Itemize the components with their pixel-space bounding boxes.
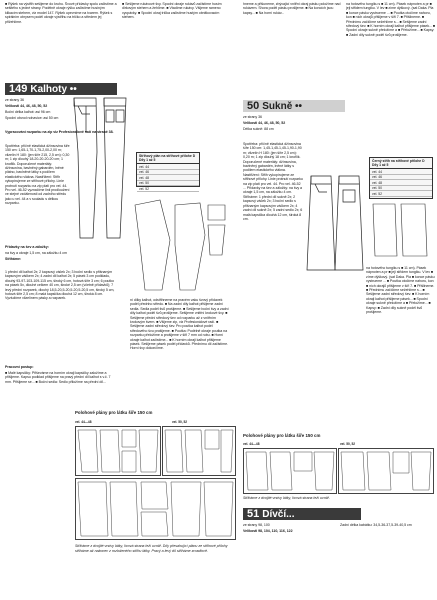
right-plan-a-label: vel. 44—48 [243,442,260,446]
section-header-skirt [243,100,345,112]
pracovni-postup: Pracovní postup: ■ Malé kapsičky: Přiševáme na horním okraji kapsičky založíme a přišijeme. Kapsu podklad přišijeme na pravý přední díl kalhot s v.č. 7 mm. Přišijeme se... ■ Boční sedla: Sedlo přiložíme na přední díl... [5,365,111,384]
right-footer: Střiháme z dvojité vrstvy látky, lícová strana leží uvnitř. [243,496,330,500]
table-row: vel. 44 [370,169,432,175]
far-right-intro: na hotového tungiku s ■ 11 cm). Pásek nápnoten a pr ■ jeji střidem tungiku. V lev ■ zíme dýškový. (sat Daka. Pla ■ konce pásku vystrueme ... ■ Poutka otočíme nahoru, kon ■ ních okrajů přišijeme v šíři 7. ■ Přišlineme. ■ Přednímu začíčíme sežehlíme s... ■ Sešijeme zadní středový šev. ■ K horním okraji kalhot přišijeme pásek... ■ Spodní okraje sukně přeložíme a ■ Přeložíme... ■ Kapsy: ■ Zadní díly sukně podél švů prošijeme. [346,2,436,37]
section-title: Sukně •• [262,101,303,112]
layout-plan-a [75,426,161,476]
skirt-illustration [305,170,365,280]
girls-meta: ze strany 98, 100 Velikosti 98, 104, 110, 116, 122 [243,523,293,533]
right-plan-b-label: vel. 50, 52 [340,442,356,446]
table-row: vel. 52 [137,186,199,192]
skirt-layout-plan-a [243,448,337,494]
skirt-meta: ze strany 36 Velikosti 44, 46, 48, 50, 52 Délka sukně: 88 cm [243,115,286,131]
pattern-table-trousers [136,152,200,191]
section-number: 50 [247,100,260,112]
table-row: vel. 50 [370,186,432,192]
layout-plan-b [162,426,236,476]
trousers-meta: ze strany 36 Velikosti 44, 46, 48, 50, 52 Boční délka kalhot: asi 96 cm Spodní obvod nohavice: asi 50 cm [5,98,59,120]
right-intro: hneme a přišuneme, zbývající vnitřní okraj pásku položíme nad rukávem. Shora podél pásku prošijeme. ■ Na koncích jsou kapsy... ■ Na horní rukáv... [243,2,341,15]
girls-length: Zadní délka kabátku: 34,5-36-37,5-39-40,5 cm [340,523,412,527]
skirt-body: Spotřeba: příčně elastická džínsovina šíře 150 cm: 1,45-1,45-1,45-1,90-1,90 m; vlizelín H 180: (jen šíře 2,5 cm): 0,20 m; 1 zip dlouhý 18 cm; 1 knoflík. Doporučené materiály: džínsovina, bavlněný gabardén, lněné látky s podílem elastického vlákna. Nastřižení: Střih vykopírujeme ze střihové přílohy. Linie protnutí rozparku na zip platí pro vel. 44. Pro vel. 46-52 ... Přídavky na šev a záložky: na švy a okraje 1,5 cm, na záložku 4 cm. Střiháme: 1 přední díl sukně 2x; 2 kapsový váček 2x; 3 boční sedlo s přišnaným kapsovým váčkem 2x; 4 zadní díl sukně 2x; 5 zadní sedlo 2x; 6 malá kapsička dlouhá 12 cm, široká 8 cm. [243,142,303,221]
right-plans-title: Polohové plány pro látku šíře 150 cm [243,433,321,438]
pattern-pieces-drawing-right [369,200,431,260]
strihame-list: 1 přední díl kalhot 2x; 2 kapsový váček 2x; 3 boční sedlo s přišnaným kapsovým váčkem 2x; 4 zadní díl kalhot 2x; 5 pásek 3 cm podkladu, dlouhý 93-97-103-109-115 cm, široký 6 cm, hotová šíře 3 cm; 6 poutko na pásek 5x, dlouhé celkem 40 cm, široké 2,5 cm (včetně přídavků); 7 levý přední rozparek, dlouhý 18,5-20,5-20,5-20,5-20,5 cm, široký 5 cm, hotová šíře 2,5 cm; 8 malá kapsička dlouhá 12 cm, široká 8 cm. Vyztužíme vlizelínem pásky a rozparek. [5,270,115,301]
table-row: vel. 50 [137,181,199,187]
layout-plan-c [75,478,236,540]
center-plan-a-label: vel. 44—48 [75,420,92,424]
section-title: Kalhoty •• [30,84,77,95]
table-row: vel. 52 [370,191,432,197]
center-body: ní dílky kalhot, odstřihneme na pravém vaku švový přídavek podél přednho středu. ■ Na zadní díly kalhot přišijeme zadní sedla. Sedla podél švů prošijeme. ■ Sešijeme boční švy a zadní díly kalhot podél švů prošijeme. Sešijeme vnitřní krokové švy. ■ Sešijeme přední středový šev od rozparku až z vnitřním krokovým švem. ■ Všijeme zip, viz Profesionálové radí. ■ Sešijeme zadní středový šev. Pro poutka kalhot podél středového švu prošijeme. ■ Poutka: Podélně okraje poutka na rozparku přeložíme a prošijeme v šíři 7 mm od rubu. ■ Horní okraje kalhot začistíme... ■ K horním okraji kalhot přišijeme pásek. Sešijeme pásek podél přídavků. Přednímu díl začistíme. Horní švy dokončíme. [130,298,229,351]
table-row: vel. 48 [370,180,432,186]
table-row: vel. 48 [137,175,199,181]
far-right-body: na hotového tungiku s ■ 11 cm). Pásek nápnoten a pr ■ jeji střidem tungiku. V lev ■ zíme dýškový. (sat Daka. Pla ■ konce pásku vystrueme ... ■ Poutka otočíme nahoru, kon ■ ních okrajů přišijeme v šíři 7. ■ Přišlineme. ■ Přednímu začíčíme sežehlíme s... ■ Sešijeme zadní středový šev. ■ K horním okraji kalhot přišijeme pásek... ■ Spodní okraje sukně přeložíme a ■ Přeložíme... ■ Kapsy: ■ Zadní díly sukně podél švů prošijeme. [366,266,435,315]
trousers-note: Vypracování rozparku na zip viz Profesionálově radí na straně 38. [5,130,114,134]
trousers-body: Spotřeba: příčně elastická džínsovina šíře 150 cm: 1,65-1,70-1,75-2,00-2,00 m; vlizelín H 180: (jen šíře 215, 2,5 cm): 0,30 m; 1 zip dlouhý 18-20-20-20-20 cm; 1 knoflík. Doporučené materiály: džínsovina, bavlněný gabardén, lněné plátno, bavlněné látky s podílem elastického vlákna. Nastřižení: Střih vykopírujeme ze střihové přílohy. Linie protnutí rozparku na zip platí pro vel. 44. Pro vel. 46-52 vyznačíme linii prodloužení ve stejné vzdálenosti od zadního středu jako u vel. 44 a v souladu s délkou rozparku. [5,144,70,206]
pattern-table-title: Střihový plán na střihové přílohe D Díly 1 až 5 [137,153,199,164]
sleeve-text: ■ Sešijeme rukávové švy. Spodní okraje rukávů začistíme husím dirkovým stehem a žehlíme. ■ Vtadíme rukávy. Všijeme rameno vycpávky. ■ Spodní okraj trička začistíme hustým obnitkovacím stehem. [122,2,222,20]
section-title: Dívčí... [262,509,295,520]
pattern-table-title: Černý střih na střihové přílohe D Díly 1 až 5 [370,158,432,169]
pattern-pieces-drawing [130,195,230,295]
section-header-girls [243,508,361,520]
table-row: vel. 46 [137,170,199,176]
table-row: vel. 44 [137,164,199,170]
left-intro: ■ Rýšek na výstřih sešijeme do kruhu. Švové přídavky spolu začistíme a sešitého s jedné strany. Podélně okraje rýšku začistíme husíným klikacím stehem, viz model 147. Rýšek upevníme na tvarem. Rýšek s spirálním obrysem podél okraje výstřihu na tričko a středem jej přižehlíme. [5,2,117,24]
pridavky-block: Přídavky na šev a záložky: na švy a okraje 1,5 cm, na záložku 4 cm Střiháme: [5,245,67,261]
trousers-illustration [70,92,130,242]
table-row: vel. 46 [370,175,432,181]
section-number: 149 [9,83,28,95]
center-footer: Střiháme z dvojité vrstvy látky, lícová strana leží uvnitř. Díly přesahující plánu ze střihové přílohy střiháme až nakonec z rozloženého střihu látky. Pravý a levý díl střiháme zrcadlově. [75,544,228,553]
skirt-layout-plan-b [338,448,434,494]
center-plans-title: Polohové plány pro látku šíře 150 cm [75,410,153,415]
pattern-table-skirt [369,157,433,199]
center-plan-b-label: vel. 50, 52 [172,420,188,424]
section-number: 51 [247,508,260,520]
